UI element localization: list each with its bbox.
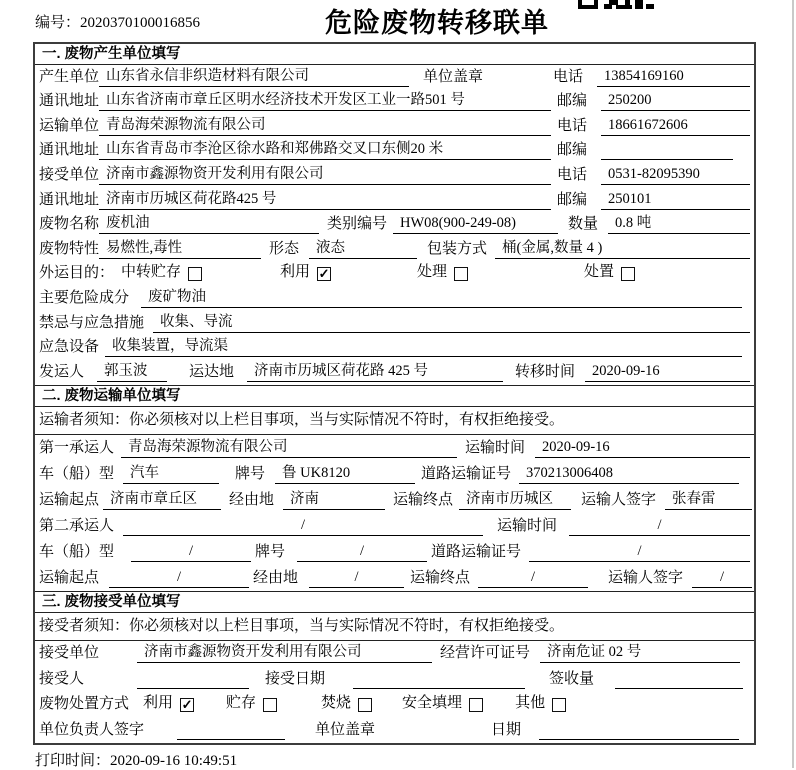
receive-date-label: 接受日期 [265, 670, 326, 687]
route-start-1-value: 济南市章丘区 [103, 490, 221, 510]
receiving-unit-label: 接受单位 [39, 645, 100, 662]
row-contraindication [35, 311, 754, 336]
vehicle-type-2-value: / [131, 542, 251, 562]
row-consignor [35, 360, 754, 385]
purpose-treat-checkbox-unchecked [454, 267, 468, 281]
generator-address-value: 山东省济南市章丘区明水经济技术开发区工业一路501 号 [99, 91, 551, 111]
transport-phone-label: 电话 [557, 117, 588, 134]
plate-1-label: 牌号 [235, 465, 266, 482]
route-start-2-label: 运输起点 [39, 569, 100, 586]
transport-time-1-value: 2020-09-16 [535, 438, 750, 458]
category-code-value: HW08(900-249-08) [393, 214, 558, 234]
row-responsible-signature [35, 717, 754, 743]
receiver-address-value: 济南市历城区荷花路425 号 [99, 190, 551, 210]
disposal-utilize-label: 利用 [143, 695, 174, 712]
destination-label: 运达地 [189, 363, 235, 380]
disposal-utilize [143, 694, 194, 714]
quantity-label: 数量 [568, 216, 599, 233]
receiver-postcode-value: 250101 [601, 190, 750, 210]
row-receiving-unit [35, 641, 754, 667]
generator-phone-value: 13854169160 [597, 67, 750, 87]
route-end-2-value: / [478, 568, 588, 588]
transport-address-label: 通讯地址 [39, 142, 100, 159]
road-permit-1-label: 道路运输证号 [421, 465, 512, 482]
waste-traits-label: 废物特性 [39, 240, 100, 257]
scan-edge-line [792, 0, 794, 768]
row-route-1 [35, 487, 754, 513]
disposal-landfill [402, 694, 483, 714]
disposal-other [515, 694, 566, 714]
carrier-sign-1-label: 运输人签字 [581, 491, 657, 508]
row-receiver-person [35, 666, 754, 692]
carrier-sign-2-label: 运输人签字 [608, 569, 684, 586]
receiver-address-label: 通讯地址 [39, 191, 100, 208]
waste-name-value: 废机油 [99, 214, 319, 234]
row-transport-address [35, 139, 754, 164]
emergency-equipment-value: 收集装置，导流渠 [105, 337, 742, 357]
disposal-incinerate-label: 焚烧 [321, 695, 352, 712]
disposal-other-checkbox-unchecked [552, 698, 566, 712]
vehicle-type-2-label: 车（船）型 [39, 543, 115, 560]
emergency-equipment-label: 应急设备 [39, 339, 100, 356]
generator-address-label: 通讯地址 [39, 93, 100, 110]
transfer-time-label: 转移时间 [515, 363, 576, 380]
generator-unit-label: 产生单位 [39, 68, 100, 85]
contraindication-value: 收集、导流 [153, 313, 750, 333]
row-disposal-method [35, 692, 754, 718]
consignor-value: 郭玉波 [97, 362, 167, 382]
row-vehicle-2 [35, 539, 754, 565]
disposal-incinerate [321, 694, 372, 714]
waste-traits-value: 易燃性,毒性 [99, 239, 261, 259]
receive-date-value [353, 669, 525, 689]
receiver-phone-label: 电话 [557, 166, 588, 183]
receiver-phone-value: 0531-82095390 [601, 165, 750, 185]
row-receiver-notice [35, 613, 754, 641]
road-permit-2-value: / [529, 542, 750, 562]
section-waste-receiver [35, 591, 754, 743]
row-transporter-notice [35, 407, 754, 435]
purpose-treat [417, 263, 468, 283]
route-end-1-value: 济南市历城区 [459, 490, 571, 510]
row-route-2 [35, 565, 754, 591]
disposal-storage-checkbox-unchecked [263, 698, 277, 712]
section-waste-receiver-title: 三. 废物接受单位填写 [35, 591, 754, 613]
purpose-treat-label: 处理 [417, 264, 448, 281]
transport-unit-label: 运输单位 [39, 117, 100, 134]
road-permit-1-value: 370213006408 [519, 464, 739, 484]
transport-time-1-label: 运输时间 [465, 439, 526, 456]
transport-phone-value: 18661672606 [601, 116, 750, 136]
vehicle-type-1-label: 车（船）型 [39, 465, 115, 482]
row-first-carrier [35, 435, 754, 461]
transport-postcode-label: 邮编 [557, 142, 588, 159]
purpose-utilize-label: 利用 [280, 264, 311, 281]
received-amount-value [615, 669, 743, 689]
row-generator-unit [35, 65, 754, 90]
receiver-unit-value: 济南市鑫源物资开发利用有限公司 [99, 165, 551, 185]
route-end-1-label: 运输终点 [393, 491, 454, 508]
first-carrier-value: 青岛海荣源物流有限公司 [121, 438, 457, 458]
transfer-time-value: 2020-09-16 [585, 362, 750, 382]
purpose-dispose-label: 处置 [584, 264, 615, 281]
row-main-hazard [35, 286, 754, 311]
category-code-label: 类别编号 [327, 216, 388, 233]
transporter-notice-text: 运输者须知：你必须核对以上栏目事项，当与实际情况不符时，有权拒绝接受。 [39, 411, 565, 428]
vehicle-type-1-value: 汽车 [123, 464, 219, 484]
generator-unit-value: 山东省永信非织造材料有限公司 [99, 67, 409, 87]
license-value: 济南危证 02 号 [540, 643, 740, 663]
via-1-label: 经由地 [229, 491, 275, 508]
route-start-1-label: 运输起点 [39, 491, 100, 508]
transport-unit-value: 青岛海荣源物流有限公司 [99, 116, 551, 136]
plate-2-value: / [297, 542, 427, 562]
plate-2-label: 牌号 [255, 543, 286, 560]
disposal-utilize-checkbox-checked: ✓ [181, 696, 193, 712]
row-transport-unit [35, 114, 754, 139]
serial-value: 2020370100016856 [80, 15, 201, 31]
responsible-sign-value [177, 720, 285, 740]
received-amount-label: 签收量 [549, 670, 595, 687]
via-2-value: / [309, 568, 404, 588]
main-hazard-label: 主要危险成分 [39, 289, 130, 306]
form-table [33, 42, 756, 745]
carrier-sign-1-value: 张春雷 [665, 490, 752, 510]
print-time-line [35, 749, 237, 770]
form-state-label: 形态 [269, 240, 300, 257]
purpose-transit-storage-label: 中转贮存 [121, 264, 182, 281]
packing-value: 桶(金属,数量 4 ) [495, 239, 750, 259]
generator-postcode-value: 250200 [601, 91, 750, 111]
quantity-value: 0.8 吨 [608, 214, 750, 234]
disposal-landfill-checkbox-unchecked [469, 698, 483, 712]
purpose-utilize [280, 263, 331, 283]
date-value [539, 720, 739, 740]
form-state-value: 液态 [309, 239, 417, 259]
license-label: 经营许可证号 [440, 645, 531, 662]
transport-time-2-value: / [569, 516, 750, 536]
purpose-utilize-checkbox-checked: ✓ [318, 265, 330, 281]
road-permit-2-label: 道路运输证号 [431, 543, 522, 560]
print-time-label: 打印时间： [35, 753, 111, 769]
serial-label: 编号： [35, 15, 81, 31]
row-receiver-unit [35, 163, 754, 188]
row-transfer-purpose [35, 262, 754, 287]
transfer-purpose-label: 外运目的： [39, 265, 115, 282]
responsible-sign-label: 单位负责人签字 [39, 721, 145, 738]
section-waste-generator-title: 一. 废物产生单位填写 [35, 44, 754, 65]
row-waste-traits [35, 237, 754, 262]
section-waste-generator [35, 44, 754, 385]
qr-code-fragment-icon [578, 0, 654, 9]
transport-address-value: 山东省青岛市李沧区徐水路和郑佛路交叉口东侧20 米 [99, 140, 551, 160]
print-time-value: 2020-09-16 10:49:51 [110, 753, 238, 769]
second-carrier-label: 第二承运人 [39, 517, 115, 534]
disposal-other-label: 其他 [515, 695, 546, 712]
page-title: 危险废物转移联单 [325, 8, 549, 38]
packing-label: 包装方式 [427, 240, 488, 257]
receiver-notice-text: 接受者须知：你必须核对以上栏目事项，当与实际情况不符时，有权拒绝接受。 [39, 617, 565, 634]
route-start-2-value: / [109, 568, 249, 588]
receiving-unit-value: 济南市鑫源物资开发利用有限公司 [137, 643, 432, 663]
unit-seal-label: 单位盖章 [423, 68, 484, 85]
second-carrier-value: / [123, 516, 483, 536]
purpose-dispose-checkbox-unchecked [621, 267, 635, 281]
purpose-transit-storage-checkbox-unchecked [188, 267, 202, 281]
row-second-carrier [35, 513, 754, 539]
row-waste-name [35, 213, 754, 238]
receiver-person-value [137, 669, 249, 689]
plate-1-value: 鲁 UK8120 [275, 464, 415, 484]
contraindication-label: 禁忌与应急措施 [39, 314, 145, 331]
destination-value: 济南市历城区荷花路 425 号 [247, 362, 503, 382]
first-carrier-label: 第一承运人 [39, 439, 115, 456]
purpose-transit-storage [121, 263, 202, 283]
row-generator-address [35, 90, 754, 115]
row-vehicle-1 [35, 461, 754, 487]
disposal-storage [226, 694, 277, 714]
disposal-storage-label: 贮存 [226, 695, 257, 712]
route-end-2-label: 运输终点 [410, 569, 471, 586]
consignor-label: 发运人 [39, 363, 85, 380]
transport-postcode-value [601, 140, 733, 160]
section-waste-transporter [35, 385, 754, 591]
waste-name-label: 废物名称 [39, 216, 100, 233]
main-hazard-value: 废矿物油 [141, 288, 742, 308]
disposal-incinerate-checkbox-unchecked [358, 698, 372, 712]
row-receiver-address [35, 188, 754, 213]
date-label: 日期 [491, 721, 522, 738]
via-2-label: 经由地 [253, 569, 299, 586]
receiver-unit-label: 接受单位 [39, 166, 100, 183]
generator-phone-label: 电话 [553, 68, 584, 85]
disposal-method-label: 废物处置方式 [39, 696, 130, 713]
generator-postcode-label: 邮编 [557, 93, 588, 110]
row-emergency-equipment [35, 336, 754, 361]
unit-seal-2-label: 单位盖章 [315, 721, 376, 738]
disposal-landfill-label: 安全填埋 [402, 695, 463, 712]
receiver-person-label: 接受人 [39, 670, 85, 687]
transport-time-2-label: 运输时间 [497, 517, 558, 534]
section-waste-transporter-title: 二. 废物运输单位填写 [35, 385, 754, 407]
receiver-postcode-label: 邮编 [557, 191, 588, 208]
purpose-dispose [584, 263, 635, 283]
carrier-sign-2-value: / [692, 568, 752, 588]
via-1-value: 济南 [283, 490, 385, 510]
